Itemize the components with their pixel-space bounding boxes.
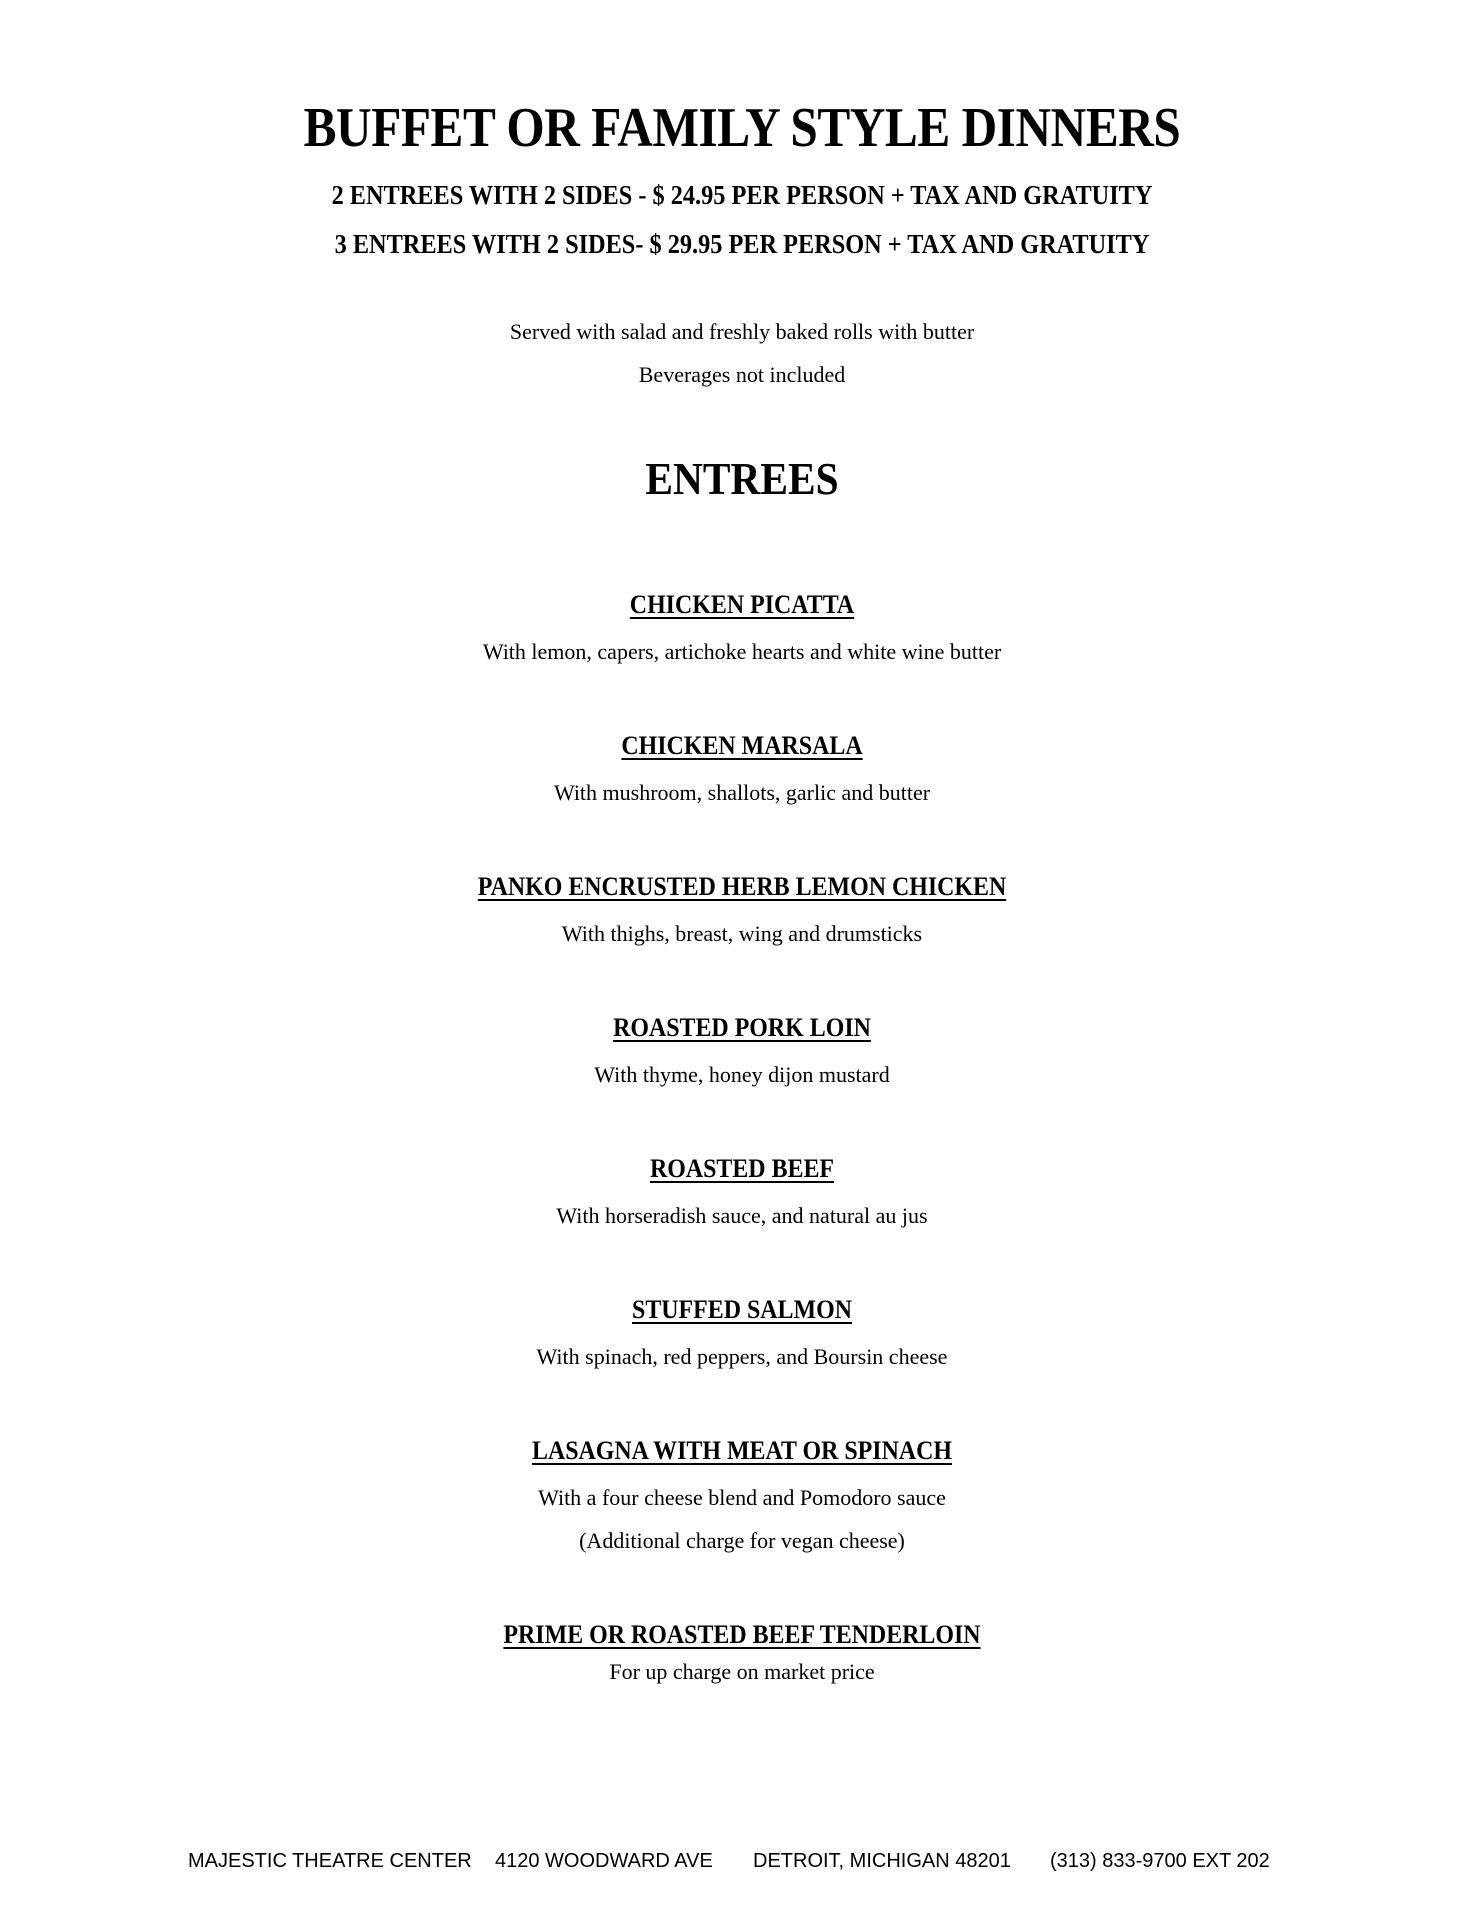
entree-name: CHICKEN MARSALA — [621, 731, 863, 760]
entree-description: With lemon, capers, artichoke hearts and white wine butter — [482, 639, 1002, 664]
entree-description: With thyme, honey dijon mustard — [594, 1062, 890, 1087]
entree-name: PANKO ENCRUSTED HERB LEMON CHICKEN — [477, 872, 1007, 901]
footer-venue: MAJESTIC THEATRE CENTER — [188, 1850, 472, 1872]
page-title: BUFFET OR FAMILY STYLE DINNERS — [303, 97, 1181, 159]
entree-name: ROASTED PORK LOIN — [613, 1013, 871, 1042]
entree-description: With thighs, breast, wing and drumsticks — [561, 921, 923, 946]
entree-description: With mushroom, shallots, garlic and butter — [553, 780, 931, 805]
footer-address: 4120 WOODWARD AVE — [495, 1850, 713, 1872]
footer-city: DETROIT, MICHIGAN 48201 — [753, 1850, 1011, 1872]
entree-name: STUFFED SALMON — [632, 1295, 852, 1324]
footer-phone: (313) 833-9700 EXT 202 — [1050, 1850, 1270, 1872]
entree-description-extra: (Additional charge for vegan cheese) — [579, 1528, 905, 1553]
entree-description: With horseradish sauce, and natural au jus — [556, 1203, 928, 1228]
entrees-section-title: ENTREES — [645, 453, 839, 504]
entree-description: With spinach, red peppers, and Boursin cheese — [536, 1344, 948, 1369]
entree-description: For up charge on market price — [609, 1659, 875, 1684]
served-with-note: Served with salad and freshly baked rolls with butter — [509, 319, 975, 344]
beverages-note: Beverages not included — [638, 362, 846, 387]
entree-name: CHICKEN PICATTA — [629, 590, 855, 619]
entree-name: LASAGNA WITH MEAT OR SPINACH — [531, 1436, 953, 1465]
entree-description: With a four cheese blend and Pomodoro sauce — [538, 1485, 946, 1510]
pricing-line-two-entrees: 2 ENTREES WITH 2 SIDES - $ 24.95 PER PERSON + TAX AND GRATUITY — [331, 180, 1153, 210]
pricing-line-three-entrees: 3 ENTREES WITH 2 SIDES- $ 29.95 PER PERSON + TAX AND GRATUITY — [334, 229, 1150, 259]
entree-name: ROASTED BEEF — [649, 1154, 835, 1183]
entree-name: PRIME OR ROASTED BEEF TENDERLOIN — [503, 1620, 981, 1649]
